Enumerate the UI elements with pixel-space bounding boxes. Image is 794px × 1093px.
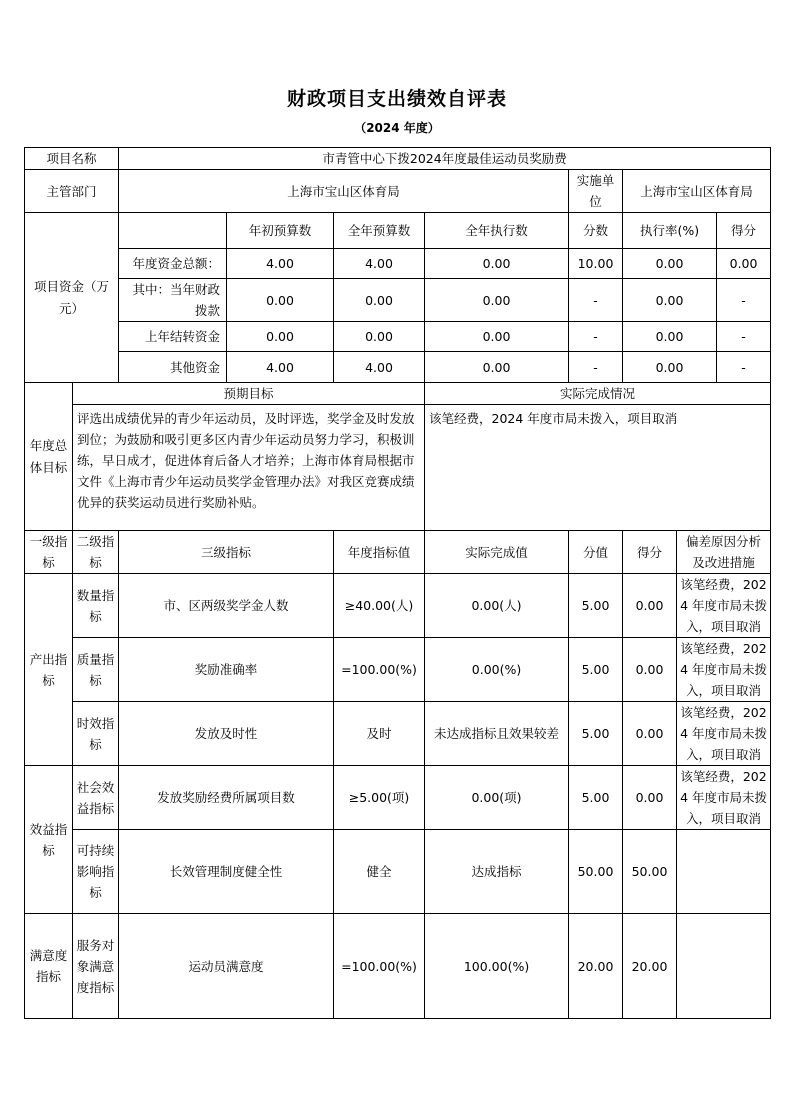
indicator-row [25,638,771,702]
target-cell: ≥40.00(人) [334,574,425,638]
funds-initial: 0.00 [227,322,334,352]
dept-label: 主管部门 [25,170,119,213]
goals-actual-label: 实际完成情况 [425,383,771,405]
goals-expected-label: 预期目标 [73,383,425,405]
dept-value: 上海市宝山区体育局 [119,170,569,213]
goals-expected-text: 评选出成绩优异的青少年运动员，及时评选，奖学金及时发放到位；为鼓励和吸引更多区内青少年运动员努力学习，积极训练，早日成才，促进体育后备人才培养；上海市体育局根据市文件《上海市青少年运动员奖学金管理办法》对我区竞赛成绩优异的获奖运动员进行奖励补贴。 [73,405,425,531]
funds-executed: 0.00 [425,249,569,279]
header-weight: 分值 [569,531,623,574]
target-cell: =100.00(%) [334,914,425,1019]
funds-header-row [25,213,771,249]
indicator-row [25,830,771,914]
funds-row-label: 上年结转资金 [119,322,227,352]
funds-header-empty [119,213,227,249]
funds-header-weight: 分数 [569,213,623,249]
actual-cell: 达成指标 [425,830,569,914]
level3-cell: 运动员满意度 [119,914,334,1019]
weight-cell: 50.00 [569,830,623,914]
funds-rate: 0.00 [623,322,717,352]
funds-header-initial: 年初预算数 [227,213,334,249]
funds-annual: 4.00 [334,249,425,279]
funds-annual: 4.00 [334,352,425,383]
level1-cell: 效益指标 [25,766,73,914]
target-cell: 及时 [334,702,425,766]
funds-row-other [25,352,771,383]
performance-table [24,147,771,1019]
level3-cell: 奖励准确率 [119,638,334,702]
funds-weight: - [569,279,623,322]
project-name-row [25,148,771,170]
goals-actual-text: 该笔经费，2024 年度市局未拨入，项目取消 [425,405,771,531]
funds-header-annual: 全年预算数 [334,213,425,249]
actual-cell: 0.00(%) [425,638,569,702]
department-row [25,170,771,213]
funds-rate: 0.00 [623,279,717,322]
remark-cell: 该笔经费，2024 年度市局未拨入，项目取消 [677,574,771,638]
remark-cell [677,914,771,1019]
funds-annual: 0.00 [334,279,425,322]
level1-cell: 产出指标 [25,574,73,766]
level3-cell: 市、区两级奖学金人数 [119,574,334,638]
level2-cell: 可持续影响指标 [73,830,119,914]
funds-row-fiscal [25,279,771,322]
funds-initial: 4.00 [227,352,334,383]
score-cell: 0.00 [623,638,677,702]
level2-cell: 社会效益指标 [73,766,119,830]
goals-content-row [25,405,771,531]
actual-cell: 0.00(人) [425,574,569,638]
header-actual: 实际完成值 [425,531,569,574]
goals-header-row [25,383,771,405]
remark-cell: 该笔经费，2024 年度市局未拨入，项目取消 [677,638,771,702]
score-cell: 0.00 [623,766,677,830]
impl-label: 实施单位 [569,170,623,213]
level3-cell: 发放及时性 [119,702,334,766]
indicator-row [25,574,771,638]
header-score: 得分 [623,531,677,574]
score-cell: 0.00 [623,574,677,638]
funds-executed: 0.00 [425,322,569,352]
level2-cell: 质量指标 [73,638,119,702]
actual-cell: 100.00(%) [425,914,569,1019]
remark-cell: 该笔经费，2024 年度市局未拨入，项目取消 [677,702,771,766]
funds-row-carryover [25,322,771,352]
header-level2: 二级指标 [73,531,119,574]
score-cell: 20.00 [623,914,677,1019]
score-cell: 50.00 [623,830,677,914]
actual-cell: 未达成指标且效果较差 [425,702,569,766]
funds-score: - [717,352,771,383]
indicator-row [25,914,771,1019]
target-cell: ≥5.00(项) [334,766,425,830]
funds-row-label: 年度资金总额： [119,249,227,279]
funds-header-executed: 全年执行数 [425,213,569,249]
funds-label: 项目资金（万元） [25,213,119,383]
level1-cell: 满意度指标 [25,914,73,1019]
level2-cell: 数量指标 [73,574,119,638]
impl-value: 上海市宝山区体育局 [623,170,771,213]
actual-cell: 0.00(项) [425,766,569,830]
page-subtitle: （2024 年度） [354,121,440,135]
funds-row-label: 其中：当年财政拨款 [119,279,227,322]
project-name-value: 市青管中心下拨2024年度最佳运动员奖励费 [119,148,771,170]
funds-weight: - [569,322,623,352]
weight-cell: 5.00 [569,574,623,638]
weight-cell: 5.00 [569,702,623,766]
funds-row-label: 其他资金 [119,352,227,383]
funds-rate: 0.00 [623,352,717,383]
indicator-row [25,702,771,766]
target-cell: 健全 [334,830,425,914]
project-name-label: 项目名称 [25,148,119,170]
header-remark: 偏差原因分析及改进措施 [677,531,771,574]
funds-executed: 0.00 [425,352,569,383]
target-cell: =100.00(%) [334,638,425,702]
header-level3: 三级指标 [119,531,334,574]
score-cell: 0.00 [623,702,677,766]
level2-cell: 时效指标 [73,702,119,766]
level3-cell: 发放奖励经费所属项目数 [119,766,334,830]
funds-header-rate: 执行率(%) [623,213,717,249]
remark-cell [677,830,771,914]
funds-rate: 0.00 [623,249,717,279]
header-level1: 一级指标 [25,531,73,574]
funds-header-score: 得分 [717,213,771,249]
funds-weight: 10.00 [569,249,623,279]
weight-cell: 5.00 [569,638,623,702]
weight-cell: 5.00 [569,766,623,830]
funds-row-total [25,249,771,279]
funds-initial: 4.00 [227,249,334,279]
level2-cell: 服务对象满意度指标 [73,914,119,1019]
indicator-header-row [25,531,771,574]
level3-cell: 长效管理制度健全性 [119,830,334,914]
goals-label: 年度总体目标 [25,383,73,531]
weight-cell: 20.00 [569,914,623,1019]
funds-score: 0.00 [717,249,771,279]
funds-annual: 0.00 [334,322,425,352]
header-target: 年度指标值 [334,531,425,574]
funds-score: - [717,322,771,352]
funds-initial: 0.00 [227,279,334,322]
remark-cell: 该笔经费，2024 年度市局未拨入，项目取消 [677,766,771,830]
page-title: 财政项目支出绩效自评表 [286,88,507,110]
indicator-row [25,766,771,830]
funds-weight: - [569,352,623,383]
funds-executed: 0.00 [425,279,569,322]
funds-score: - [717,279,771,322]
